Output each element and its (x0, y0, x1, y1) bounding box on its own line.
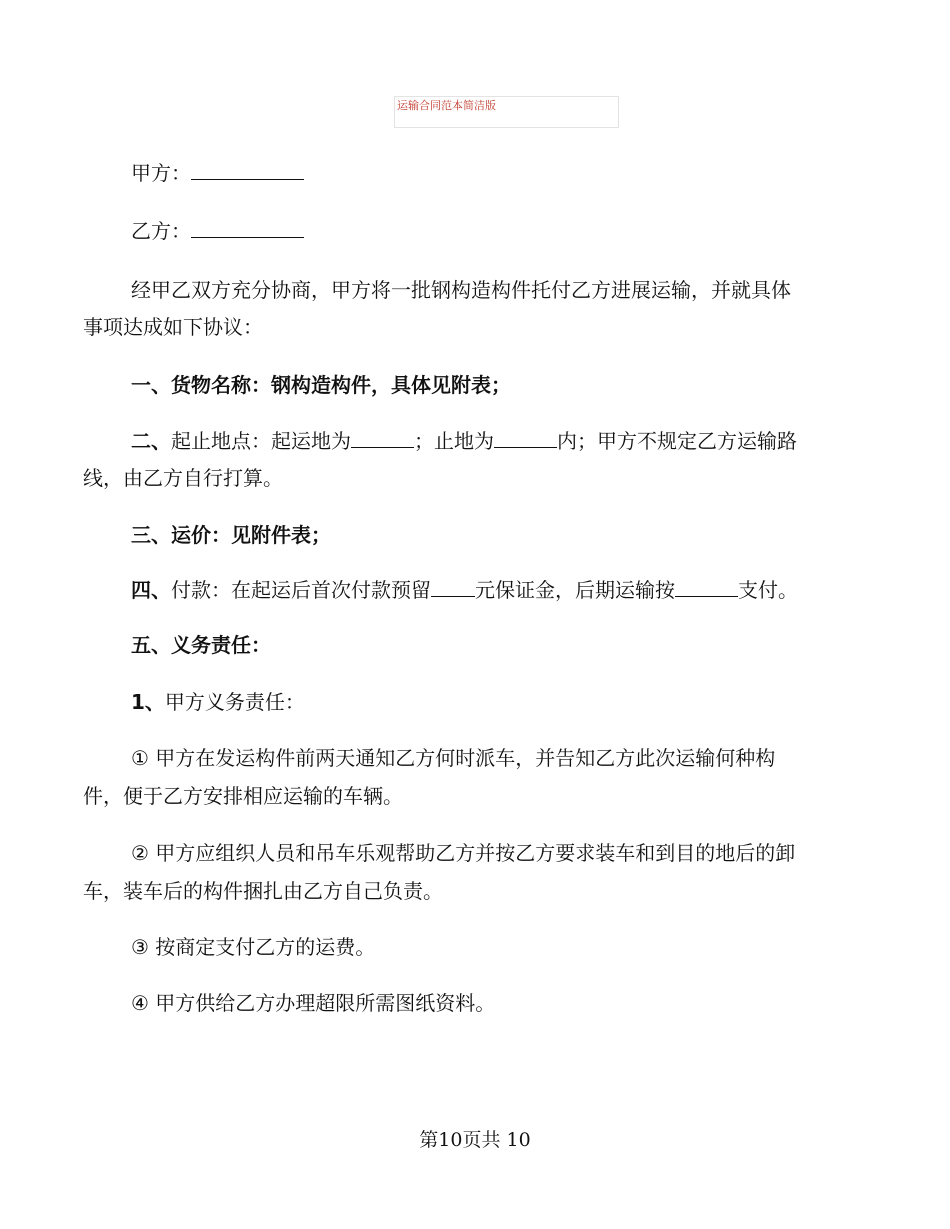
party-b-label: 乙方： (131, 219, 191, 243)
intro-line-1: 经甲乙双方充分协商，甲方将一批钢构造构件托付乙方进展运输，并就具体 (131, 278, 791, 302)
party-b-blank[interactable] (191, 219, 304, 238)
origin-blank[interactable] (351, 429, 414, 448)
clause-2-part-2: ；止地为 (414, 429, 494, 453)
header-box (394, 96, 619, 128)
party-a-line (0, 161, 950, 185)
clause-4-number: 四、 (131, 578, 171, 602)
clause-5: 五、义务责任： (131, 633, 271, 657)
page-footer: 第10页共 10 (419, 1129, 531, 1151)
clause-2-number: 二、 (131, 429, 171, 453)
clause-4-part-2: 元保证金，后期运输按 (475, 578, 675, 602)
clause-4-part-1: 付款：在起运后首次付款预留 (171, 578, 431, 602)
clause-2-part-3: 内；甲方不规定乙方运输路 (557, 429, 797, 453)
party-a-label: 甲方： (131, 161, 191, 185)
item-4: ④ 甲方供给乙方办理超限所需图纸资料。 (131, 991, 496, 1015)
clause-4-part-3: 支付。 (738, 578, 798, 602)
item-1-line-1: ① 甲方在发运构件前两天通知乙方何时派车，并告知乙方此次运输何种构 (131, 746, 776, 770)
clause-2-line-1 (0, 429, 950, 453)
sub-clause-1 (0, 690, 950, 714)
clause-3: 三、运价：见附件表； (131, 523, 331, 547)
intro-line-2: 事项达成如下协议： (83, 315, 263, 339)
item-2-line-2: 车，装车后的构件捆扎由乙方自己负责。 (83, 879, 443, 903)
destination-blank[interactable] (494, 429, 557, 448)
item-3: ③ 按商定支付乙方的运费。 (131, 935, 376, 959)
sub-clause-1-text: 甲方义务责任： (164, 690, 305, 714)
party-b-line (0, 219, 950, 243)
clause-4 (0, 578, 950, 602)
deposit-blank[interactable] (431, 578, 475, 597)
clause-1: 一、货物名称：钢构造构件，具体见附表； (131, 373, 511, 397)
header-title: 运输合同范本简洁版 (397, 99, 496, 112)
clause-2-part-1: 起止地点：起运地为 (171, 429, 351, 453)
sub-clause-1-number: 1、 (131, 690, 165, 714)
item-2-line-1: ② 甲方应组织人员和吊车乐观帮助乙方并按乙方要求装车和到目的地后的卸 (131, 841, 796, 865)
item-1-line-2: 件，便于乙方安排相应运输的车辆。 (83, 784, 403, 808)
payment-blank[interactable] (675, 578, 738, 597)
clause-2-line-2: 线，由乙方自行打算。 (83, 466, 283, 490)
party-a-blank[interactable] (191, 161, 304, 180)
